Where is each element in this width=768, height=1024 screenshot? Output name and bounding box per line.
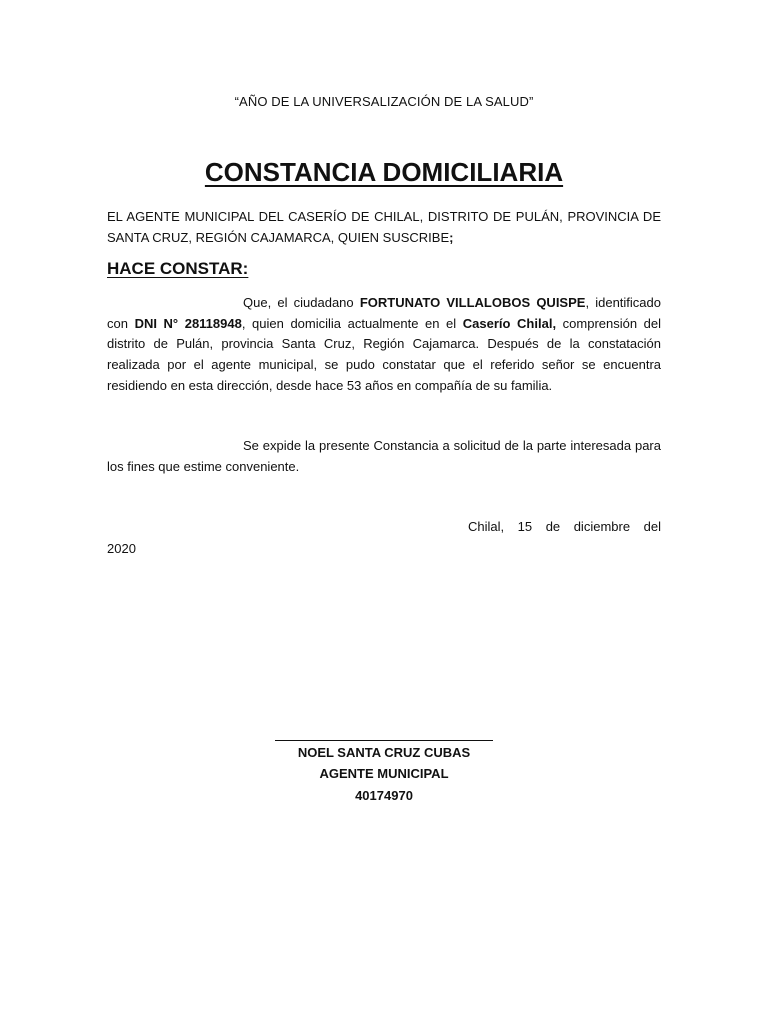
signatory-dni: 40174970 <box>355 788 413 803</box>
date-year: 2020 <box>107 541 136 556</box>
intro-semicolon: ; <box>449 230 454 245</box>
para1-text-2: , identificado con <box>107 295 661 331</box>
signature-line <box>275 740 493 741</box>
year-motto: “AÑO DE LA UNIVERSALIZACIÓN DE LA SALUD” <box>234 94 534 109</box>
date-word: Chilal, <box>468 519 505 534</box>
certification-paragraph <box>107 293 661 397</box>
signatory-name: NOEL SANTA CRUZ CUBAS <box>297 745 471 760</box>
date-word: de <box>545 519 561 534</box>
date-line <box>468 519 661 534</box>
date-word: diciembre <box>573 519 631 534</box>
para1-text-4: comprensión del distrito de Pulán, provincia Santa Cruz, Región Cajamarca. Después de la constatación realizada por el agente municipal, se pudo constatar que el referido señor se encuentra residiendo en esta dirección, desde hace 53 años en compañía de su familia. <box>107 315 662 393</box>
intro-paragraph <box>107 206 661 248</box>
signatory-role: AGENTE MUNICIPAL <box>319 766 449 781</box>
date-word: 15 <box>517 519 533 534</box>
document-title: CONSTANCIA DOMICILIARIA <box>204 157 564 187</box>
intro-text: EL AGENTE MUNICIPAL DEL CASERÍO DE CHILAL, DISTRITO DE PULÁN, PROVINCIA DE SANTA CRUZ, REGIÓN CAJAMARCA, QUIEN SUSCRIBE <box>107 209 661 245</box>
para1-text-3: , quien domicilia actualmente en el <box>241 315 463 331</box>
hace-constar-heading: HACE CONSTAR: <box>107 259 249 278</box>
citizen-name: FORTUNATO VILLALOBOS QUISPE <box>359 295 586 310</box>
citizen-dni: DNI N° 28118948 <box>134 315 242 331</box>
date-word: del <box>643 519 661 534</box>
issuance-text: Se expide la presente Constancia a solicitud de la parte interesada para los fines que estime conveniente. <box>107 438 661 474</box>
issuance-paragraph <box>107 436 661 477</box>
residence-place: Caserío Chilal, <box>462 315 557 331</box>
para1-text-1: Que, el ciudadano <box>243 295 360 310</box>
